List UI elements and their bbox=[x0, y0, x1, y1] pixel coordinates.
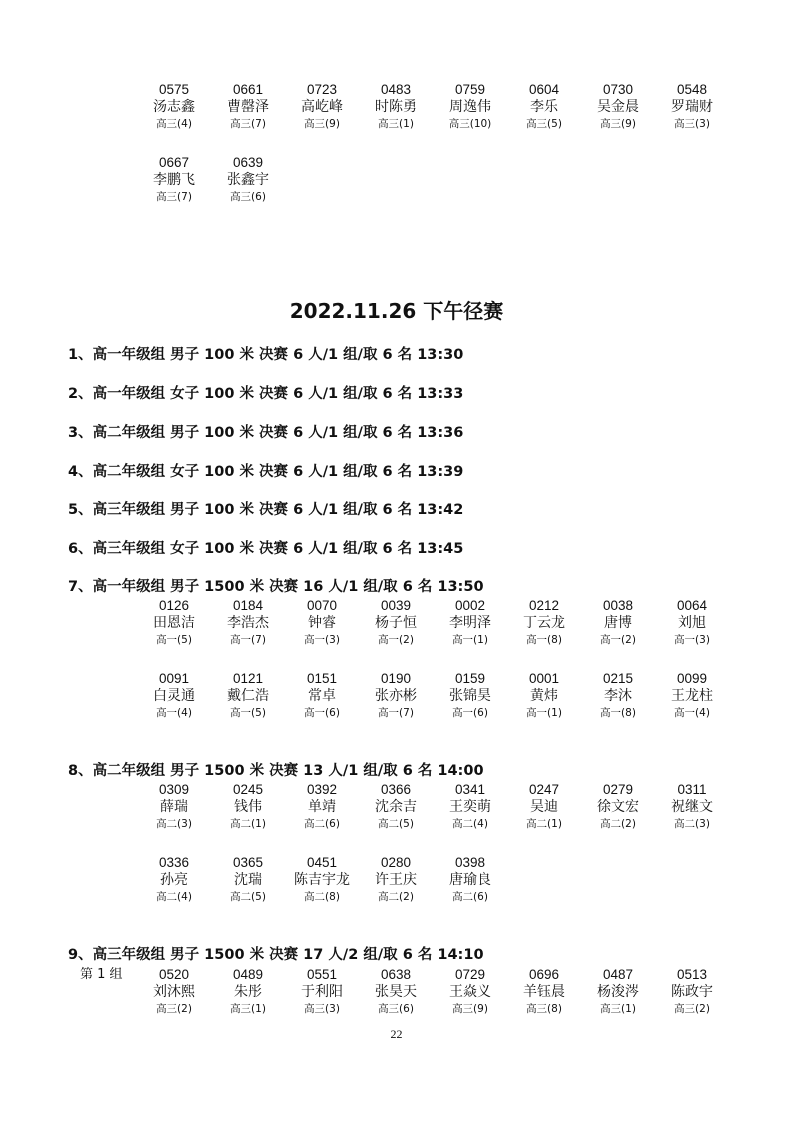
page-number: 22 bbox=[390, 1027, 403, 1041]
athlete-name: 刘旭 bbox=[678, 615, 706, 631]
athlete-cell bbox=[655, 966, 729, 1017]
athlete-name: 李浩杰 bbox=[227, 615, 269, 631]
athlete-number: 0126 bbox=[158, 598, 190, 613]
athlete-cell bbox=[507, 670, 581, 721]
athlete-cell bbox=[433, 597, 507, 648]
athlete-name: 徐文宏 bbox=[597, 799, 639, 815]
athlete-number: 0487 bbox=[602, 967, 634, 982]
athlete-class: 高一(3) bbox=[674, 634, 710, 646]
athlete-class: 高三(8) bbox=[526, 1003, 562, 1015]
athlete-number: 0279 bbox=[602, 782, 634, 797]
athlete-class: 高二(3) bbox=[674, 818, 710, 830]
athlete-name: 曹罄泽 bbox=[227, 99, 269, 115]
athlete-class: 高三(6) bbox=[230, 191, 266, 203]
athlete-class: 高一(7) bbox=[230, 634, 266, 646]
athlete-cell bbox=[211, 781, 285, 832]
athlete-cell bbox=[285, 781, 359, 832]
section-title: 2022.11.26 下午径赛 bbox=[289, 299, 504, 323]
athlete-number: 0696 bbox=[528, 967, 560, 982]
athlete-number: 0070 bbox=[306, 598, 338, 613]
athlete-class: 高二(1) bbox=[230, 818, 266, 830]
athlete-cell bbox=[137, 670, 211, 721]
athlete-name: 张鑫宇 bbox=[227, 172, 269, 188]
athlete-name: 王龙柱 bbox=[671, 688, 713, 704]
athlete-row bbox=[137, 154, 737, 212]
athlete-name: 杨子恒 bbox=[375, 615, 417, 631]
athlete-class: 高一(7) bbox=[378, 707, 414, 719]
athlete-class: 高一(8) bbox=[600, 707, 636, 719]
athlete-name: 周逸伟 bbox=[449, 99, 491, 115]
athlete-cell bbox=[211, 854, 285, 905]
athlete-name: 张亦彬 bbox=[375, 688, 417, 704]
athlete-class: 高三(2) bbox=[674, 1003, 710, 1015]
athlete-class: 高三(9) bbox=[600, 118, 636, 130]
athlete-cell bbox=[581, 597, 655, 648]
athlete-cell bbox=[211, 966, 285, 1017]
athlete-cell bbox=[581, 781, 655, 832]
athlete-class: 高二(2) bbox=[378, 891, 414, 903]
athlete-cell bbox=[137, 966, 211, 1017]
athlete-cell bbox=[655, 81, 729, 132]
athlete-number: 0759 bbox=[454, 82, 486, 97]
athlete-name: 钟睿 bbox=[308, 615, 336, 631]
athlete-name: 罗瑞财 bbox=[671, 99, 713, 115]
athlete-number: 0064 bbox=[676, 598, 708, 613]
athlete-number: 0121 bbox=[232, 671, 264, 686]
athlete-number: 0604 bbox=[528, 82, 560, 97]
athlete-number: 0245 bbox=[232, 782, 264, 797]
athlete-name: 沈余吉 bbox=[375, 799, 417, 815]
group-label: 第 1 组 bbox=[80, 967, 123, 982]
athlete-class: 高一(6) bbox=[304, 707, 340, 719]
athlete-class: 高一(1) bbox=[452, 634, 488, 646]
event-heading: 2、高一年级组 女子 100 米 决赛 6 人/1 组/取 6 名 13:33 bbox=[68, 386, 464, 402]
athlete-number: 0365 bbox=[232, 855, 264, 870]
athlete-number: 0392 bbox=[306, 782, 338, 797]
athlete-cell bbox=[359, 854, 433, 905]
athlete-number: 0489 bbox=[232, 967, 264, 982]
athlete-name: 时陈勇 bbox=[375, 99, 417, 115]
athlete-name: 田恩洁 bbox=[153, 615, 195, 631]
athlete-number: 0483 bbox=[380, 82, 412, 97]
athlete-cell bbox=[285, 670, 359, 721]
athlete-cell bbox=[211, 154, 285, 205]
athlete-class: 高二(5) bbox=[378, 818, 414, 830]
athlete-cell bbox=[137, 781, 211, 832]
athlete-cell bbox=[433, 781, 507, 832]
athlete-number: 0091 bbox=[158, 671, 190, 686]
athlete-class: 高三(4) bbox=[156, 118, 192, 130]
athlete-name: 李沐 bbox=[604, 688, 632, 704]
event-heading: 1、高一年级组 男子 100 米 决赛 6 人/1 组/取 6 名 13:30 bbox=[68, 347, 464, 363]
athlete-name: 李明泽 bbox=[449, 615, 491, 631]
athlete-class: 高三(1) bbox=[378, 118, 414, 130]
athlete-number: 0247 bbox=[528, 782, 560, 797]
athlete-row bbox=[137, 854, 737, 912]
event-heading: 6、高三年级组 女子 100 米 决赛 6 人/1 组/取 6 名 13:45 bbox=[68, 541, 464, 557]
athlete-name: 吴迪 bbox=[530, 799, 558, 815]
athlete-name: 吴金晨 bbox=[597, 99, 639, 115]
athlete-number: 0341 bbox=[454, 782, 486, 797]
athlete-name: 李乐 bbox=[530, 99, 558, 115]
athlete-cell bbox=[507, 81, 581, 132]
athlete-cell bbox=[137, 854, 211, 905]
athlete-name: 于利阳 bbox=[301, 984, 343, 1000]
athlete-name: 唐博 bbox=[604, 615, 632, 631]
athlete-cell bbox=[433, 81, 507, 132]
athlete-class: 高三(2) bbox=[156, 1003, 192, 1015]
athlete-class: 高一(8) bbox=[526, 634, 562, 646]
athlete-name: 祝继文 bbox=[671, 799, 713, 815]
athlete-number: 0002 bbox=[454, 598, 486, 613]
athlete-name: 汤志鑫 bbox=[153, 99, 195, 115]
athlete-cell bbox=[507, 597, 581, 648]
athlete-class: 高一(2) bbox=[378, 634, 414, 646]
athlete-class: 高二(6) bbox=[452, 891, 488, 903]
athlete-row bbox=[137, 597, 737, 655]
athlete-name: 张锦昊 bbox=[449, 688, 491, 704]
athlete-name: 王奕萌 bbox=[449, 799, 491, 815]
athlete-number: 0513 bbox=[676, 967, 708, 982]
athlete-row bbox=[137, 781, 737, 839]
athlete-class: 高一(4) bbox=[674, 707, 710, 719]
athlete-name: 白灵通 bbox=[153, 688, 195, 704]
athlete-class: 高一(4) bbox=[156, 707, 192, 719]
athlete-name: 李鹏飞 bbox=[153, 172, 195, 188]
athlete-class: 高三(9) bbox=[304, 118, 340, 130]
athlete-number: 0215 bbox=[602, 671, 634, 686]
athlete-cell bbox=[211, 81, 285, 132]
athlete-number: 0311 bbox=[677, 782, 707, 797]
athlete-number: 0723 bbox=[306, 82, 338, 97]
athlete-cell bbox=[359, 781, 433, 832]
athlete-cell bbox=[285, 966, 359, 1017]
athlete-name: 戴仁浩 bbox=[227, 688, 269, 704]
athlete-class: 高二(2) bbox=[600, 818, 636, 830]
athlete-number: 0639 bbox=[232, 155, 264, 170]
athlete-class: 高三(3) bbox=[304, 1003, 340, 1015]
athlete-number: 0638 bbox=[380, 967, 412, 982]
athlete-cell bbox=[433, 670, 507, 721]
athlete-cell bbox=[655, 670, 729, 721]
athlete-number: 0451 bbox=[306, 855, 338, 870]
event-heading: 7、高一年级组 男子 1500 米 决赛 16 人/1 组/取 6 名 13:50 bbox=[68, 579, 484, 595]
athlete-class: 高三(6) bbox=[378, 1003, 414, 1015]
athlete-cell bbox=[285, 854, 359, 905]
athlete-number: 0336 bbox=[158, 855, 190, 870]
athlete-class: 高二(1) bbox=[526, 818, 562, 830]
athlete-row bbox=[137, 81, 737, 139]
athlete-cell bbox=[655, 781, 729, 832]
athlete-name: 常卓 bbox=[308, 688, 336, 704]
athlete-number: 0398 bbox=[454, 855, 486, 870]
athlete-cell bbox=[137, 81, 211, 132]
athlete-name: 王焱义 bbox=[449, 984, 491, 1000]
athlete-cell bbox=[137, 597, 211, 648]
athlete-cell bbox=[433, 854, 507, 905]
athlete-cell bbox=[507, 966, 581, 1017]
athlete-class: 高二(4) bbox=[156, 891, 192, 903]
athlete-number: 0551 bbox=[306, 967, 338, 982]
athlete-name: 陈政宇 bbox=[671, 984, 713, 1000]
athlete-class: 高二(5) bbox=[230, 891, 266, 903]
athlete-cell bbox=[581, 670, 655, 721]
athlete-class: 高三(5) bbox=[526, 118, 562, 130]
athlete-class: 高二(6) bbox=[304, 818, 340, 830]
athlete-name: 刘沐熙 bbox=[153, 984, 195, 1000]
athlete-name: 钱伟 bbox=[234, 799, 262, 815]
athlete-name: 高屹峰 bbox=[301, 99, 343, 115]
athlete-cell bbox=[359, 81, 433, 132]
athlete-cell bbox=[507, 781, 581, 832]
athlete-number: 0520 bbox=[158, 967, 190, 982]
event-heading: 9、高三年级组 男子 1500 米 决赛 17 人/2 组/取 6 名 14:10 bbox=[68, 947, 484, 963]
athlete-class: 高三(7) bbox=[156, 191, 192, 203]
athlete-number: 0366 bbox=[380, 782, 412, 797]
athlete-name: 单靖 bbox=[308, 799, 336, 815]
athlete-cell bbox=[359, 597, 433, 648]
athlete-name: 沈瑞 bbox=[234, 872, 262, 888]
athlete-number: 0729 bbox=[454, 967, 486, 982]
athlete-number: 0280 bbox=[380, 855, 412, 870]
athlete-class: 高一(6) bbox=[452, 707, 488, 719]
athlete-number: 0099 bbox=[676, 671, 708, 686]
athlete-cell bbox=[285, 597, 359, 648]
athlete-cell bbox=[581, 81, 655, 132]
athlete-cell bbox=[581, 966, 655, 1017]
athlete-class: 高三(1) bbox=[230, 1003, 266, 1015]
athlete-name: 孙亮 bbox=[160, 872, 188, 888]
athlete-cell bbox=[285, 81, 359, 132]
athlete-name: 杨浚涔 bbox=[597, 984, 639, 1000]
athlete-class: 高三(1) bbox=[600, 1003, 636, 1015]
athlete-cell bbox=[211, 670, 285, 721]
athlete-class: 高三(10) bbox=[448, 118, 492, 130]
athlete-name: 黄炜 bbox=[530, 688, 558, 704]
athlete-name: 张昊天 bbox=[375, 984, 417, 1000]
athlete-class: 高三(9) bbox=[452, 1003, 488, 1015]
athlete-class: 高二(8) bbox=[304, 891, 340, 903]
athlete-name: 丁云龙 bbox=[523, 615, 565, 631]
athlete-class: 高二(4) bbox=[452, 818, 488, 830]
athlete-class: 高一(3) bbox=[304, 634, 340, 646]
athlete-name: 唐瑜良 bbox=[449, 872, 491, 888]
athlete-row bbox=[137, 670, 737, 728]
athlete-name: 陈吉宇龙 bbox=[294, 872, 350, 888]
athlete-number: 0039 bbox=[380, 598, 412, 613]
athlete-cell bbox=[359, 966, 433, 1017]
athlete-class: 高三(7) bbox=[230, 118, 266, 130]
event-heading: 5、高三年级组 男子 100 米 决赛 6 人/1 组/取 6 名 13:42 bbox=[68, 502, 464, 518]
event-heading: 8、高二年级组 男子 1500 米 决赛 13 人/1 组/取 6 名 14:00 bbox=[68, 763, 484, 779]
athlete-number: 0038 bbox=[602, 598, 634, 613]
athlete-cell bbox=[433, 966, 507, 1017]
athlete-number: 0184 bbox=[232, 598, 264, 613]
athlete-class: 高二(3) bbox=[156, 818, 192, 830]
athlete-cell bbox=[655, 597, 729, 648]
athlete-number: 0548 bbox=[676, 82, 708, 97]
athlete-number: 0159 bbox=[454, 671, 486, 686]
event-heading: 4、高二年级组 女子 100 米 决赛 6 人/1 组/取 6 名 13:39 bbox=[68, 464, 464, 480]
athlete-name: 薛瑞 bbox=[160, 799, 188, 815]
athlete-cell bbox=[137, 154, 211, 205]
athlete-class: 高一(5) bbox=[230, 707, 266, 719]
athlete-class: 高一(1) bbox=[526, 707, 562, 719]
event-heading: 3、高二年级组 男子 100 米 决赛 6 人/1 组/取 6 名 13:36 bbox=[68, 425, 464, 441]
athlete-class: 高一(5) bbox=[156, 634, 192, 646]
athlete-name: 朱彤 bbox=[234, 984, 262, 1000]
athlete-number: 0212 bbox=[528, 598, 560, 613]
athlete-class: 高一(2) bbox=[600, 634, 636, 646]
athlete-number: 0309 bbox=[158, 782, 190, 797]
athlete-number: 0151 bbox=[306, 671, 338, 686]
athlete-number: 0661 bbox=[232, 82, 264, 97]
athlete-row bbox=[137, 966, 737, 1024]
athlete-name: 许王庆 bbox=[375, 872, 417, 888]
athlete-cell bbox=[211, 597, 285, 648]
athlete-class: 高三(3) bbox=[674, 118, 710, 130]
athlete-number: 0667 bbox=[158, 155, 190, 170]
athlete-number: 0575 bbox=[158, 82, 190, 97]
athlete-name: 羊钰晨 bbox=[523, 984, 565, 1000]
athlete-cell bbox=[359, 670, 433, 721]
athlete-number: 0190 bbox=[380, 671, 412, 686]
athlete-number: 0730 bbox=[602, 82, 634, 97]
athlete-number: 0001 bbox=[528, 671, 560, 686]
